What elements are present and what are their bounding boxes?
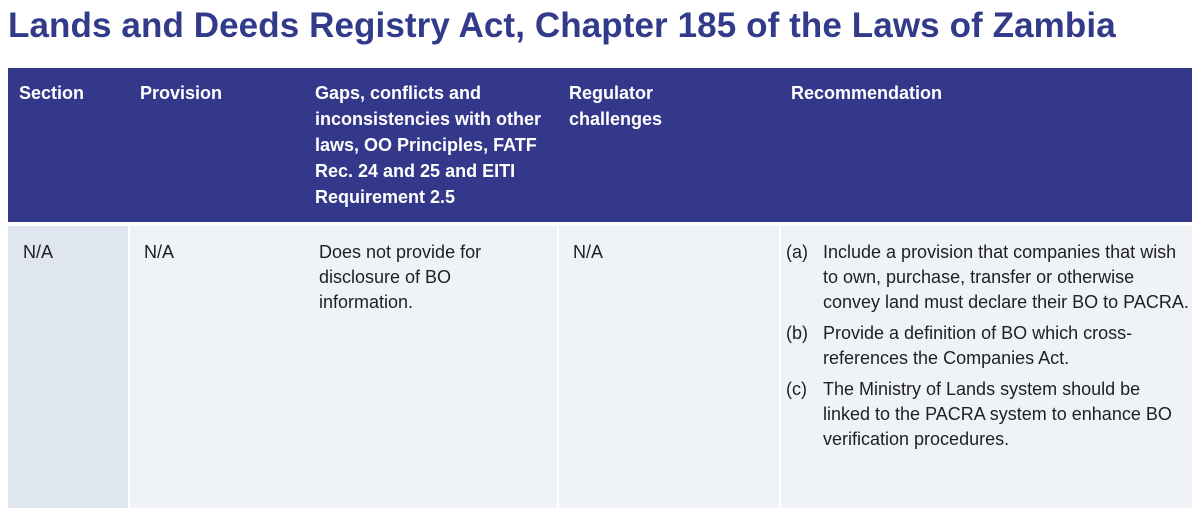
provisions-table (8, 68, 1192, 508)
recommendation-marker: (b) (786, 323, 808, 343)
recommendation-marker: (a) (786, 242, 808, 262)
page-title: Lands and Deeds Registry Act, Chapter 185 of the Laws of Zambia (8, 6, 1116, 45)
header-section: Section (19, 83, 85, 103)
table-header (8, 68, 1192, 222)
cell-section (8, 226, 128, 508)
gaps-value: Does not provide for disclosure of BO information. (319, 242, 482, 312)
list-item (781, 321, 1191, 371)
header-recommendation: Recommendation (791, 83, 943, 103)
recommendation-list (781, 240, 1191, 458)
section-value: N/A (23, 242, 54, 262)
header-provision: Provision (140, 83, 223, 103)
recommendation-text: The Ministry of Lands system should be linked to the PACRA system to enhance BO verification procedures. (823, 379, 1172, 449)
list-item (781, 240, 1191, 315)
table-row (8, 226, 1192, 508)
recommendation-text: Provide a definition of BO which cross-references the Companies Act. (823, 323, 1133, 368)
recommendation-marker: (c) (786, 379, 807, 399)
cell-regulator-challenges (559, 226, 779, 508)
cell-provision-and-gaps (130, 226, 557, 508)
regulator-value: N/A (573, 242, 604, 262)
list-item (781, 377, 1191, 452)
cell-recommendation (781, 226, 1192, 508)
provision-value: N/A (144, 242, 175, 262)
recommendation-text: Include a provision that companies that wish to own, purchase, transfer or otherwise convey land must declare their BO to PACRA. (823, 242, 1189, 312)
header-gaps: Gaps, conflicts and inconsistencies with other laws, OO Principles, FATF Rec. 24 and 25 and EITI Requirement 2.5 (315, 83, 542, 207)
header-regulator-challenges: Regulator challenges (569, 83, 663, 129)
